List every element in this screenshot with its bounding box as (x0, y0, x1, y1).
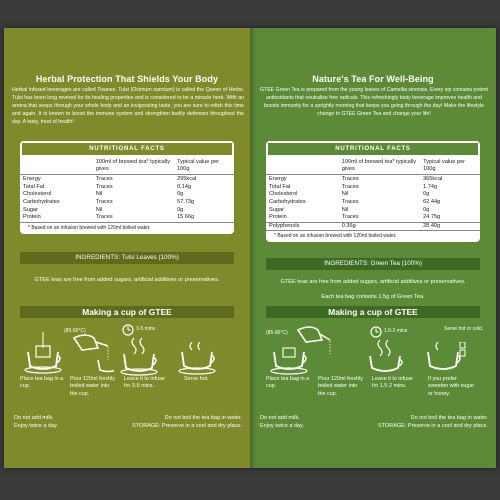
left-note-storage: STORAGE: Preserve in a cool and dry place. (132, 423, 242, 430)
left-col2-head: 100ml of brewed tea* typically gives (93, 157, 174, 175)
right-step-4: If you prefer sweeten with sugar or honey. (428, 376, 475, 397)
right-steps (264, 320, 484, 412)
left-nutrition-footnote: * Based on an infusion brewed with 120ml boiled water. (20, 222, 234, 234)
right-heading: Nature's Tea For Well-Being (312, 74, 434, 84)
left-making-title: Making a cup of GTEE (20, 306, 234, 318)
right-free-text: GTEE teas are free from added sugars, artificial additives or preservatives. (280, 279, 466, 285)
left-nutrition-table (20, 141, 234, 234)
right-nutrition-footnote: * Based on an infusion brewed with 120ml boiled water. (266, 230, 480, 242)
right-free-text-2: Each tea bag contains 1.5g of Green Tea. (321, 294, 425, 300)
left-step-1: Place tea bag in a cup. (20, 376, 64, 390)
right-ingredients: INGREDIENTS: Green Tea (100%) (266, 258, 480, 270)
right-description: GTEE Green Tea is prepared from the young leaves of Camellia sinensis. Every sip contains potent antioxidants that neutralise free radicals. This refreshingly tasty beverage improves health and boosts immunity for a sprightly morning that keeps you going through the day! Make the lifestyle change to GTEE Green Tea and change your life! (260, 87, 488, 118)
right-step-3: Leave it to infuse for 1.5-2 mins. (372, 376, 413, 390)
left-notes (14, 414, 242, 431)
right-note-twice: Enjoy twice a day. (260, 423, 304, 430)
left-step-3: Leave it to infuse for 3-5 mins. (124, 376, 165, 390)
teacup-icon (422, 342, 466, 376)
teabag-icon (283, 348, 295, 357)
left-col3-head: Typical value per 100g (174, 157, 234, 175)
steam-icon (118, 336, 160, 376)
left-free-text: GTEE teas are free from added sugars, artificial additives or preservatives. (34, 277, 220, 283)
table-row: Protein Traces 15.66g (23, 214, 195, 221)
left-description: Herbal infused beverages are called Tisanes. Tulsi (Ocimum sanctum) is called the Queen of Herbs. Tulsi has been long revered for its healing properties and is considered to be a miracle herb. With an aroma that seeps through your whole body and an invigorating taste, you are sure to relish this time and again. It is known to boost the immune system and strengthen bodily defenses throughout the day. A tasty, treat of health! (12, 87, 244, 126)
left-note-milk: Do not add milk. (14, 415, 54, 421)
steam-icon (364, 338, 406, 376)
left-note-twice: Enjoy twice a day. (14, 423, 58, 430)
left-step-2: Pour 120ml freshly boiled water into the cup. (70, 376, 115, 397)
right-step-1: Place tea bag in a cup. (266, 376, 310, 390)
left-steps (18, 320, 238, 412)
table-row: Sugar Nil 0g (269, 206, 430, 213)
right-col2-head: 100ml of brewed tea* typically gives (339, 157, 420, 175)
timer-icon (122, 324, 134, 336)
left-step-4: Serve hot. (184, 376, 209, 382)
left-heading: Herbal Protection That Shields Your Body (35, 74, 219, 84)
right-nutrition-title: NUTRITIONAL FACTS (266, 141, 480, 157)
right-note-boil: Do not boil the tea bag in water. (410, 415, 488, 421)
table-row: Sugar Nil 0g (23, 206, 184, 213)
right-step-2: Pour 120ml freshly boiled water into the cup. (318, 376, 363, 397)
right-note-milk: Do not add milk. (260, 415, 300, 421)
kettle-icon (68, 334, 114, 374)
right-nutrition-table (266, 141, 480, 242)
right-col3-head: Typical value per 100g (420, 157, 480, 175)
right-serve-label: Serve hot or cold. (444, 326, 484, 332)
right-note-storage: STORAGE: Preserve in a cool and dry place. (378, 423, 488, 430)
teacup-icon (268, 342, 312, 376)
table-row: Energy Traces 295kcal (23, 175, 197, 182)
table-row: Cholesterol Nil 0g (269, 191, 430, 198)
table-row: Total Fat Traces 0.14g (23, 183, 192, 190)
tulsi-panel (4, 28, 250, 468)
green-tea-panel (250, 28, 496, 468)
table-row: Polyphenols 0.36g 28.40g (266, 222, 480, 230)
left-note-boil: Do not boil the tea bag in water. (164, 415, 242, 421)
table-row: Protein Traces 24.75g (269, 214, 441, 221)
right-notes (260, 414, 488, 431)
teacup-icon (22, 330, 64, 374)
left-ingredients: INGREDIENTS: Tulsi Leaves (100%) (20, 252, 234, 264)
table-row: Cholesterol Nil 0g (23, 191, 184, 198)
left-nutrition-title: NUTRITIONAL FACTS (20, 141, 234, 157)
left-timer-text: 3-5 mins (136, 326, 156, 332)
table-row: Carbohydrates Traces 57.73g (23, 199, 195, 206)
table-row: Total Fat Traces 1.74g (269, 183, 438, 190)
right-temperature: (85-90°C) (266, 330, 288, 336)
right-timer-text: 1.5-2 mins (384, 328, 408, 334)
left-temperature: (85-90°C) (64, 328, 86, 334)
right-making-title: Making a cup of GTEE (266, 306, 480, 318)
timer-icon (370, 326, 382, 338)
tea-box-sheet (4, 28, 496, 468)
table-row: Energy Traces 365kcal (269, 175, 443, 182)
teacup-icon (176, 342, 218, 376)
table-row: Carbohydrates Traces 62.44g (269, 199, 441, 206)
